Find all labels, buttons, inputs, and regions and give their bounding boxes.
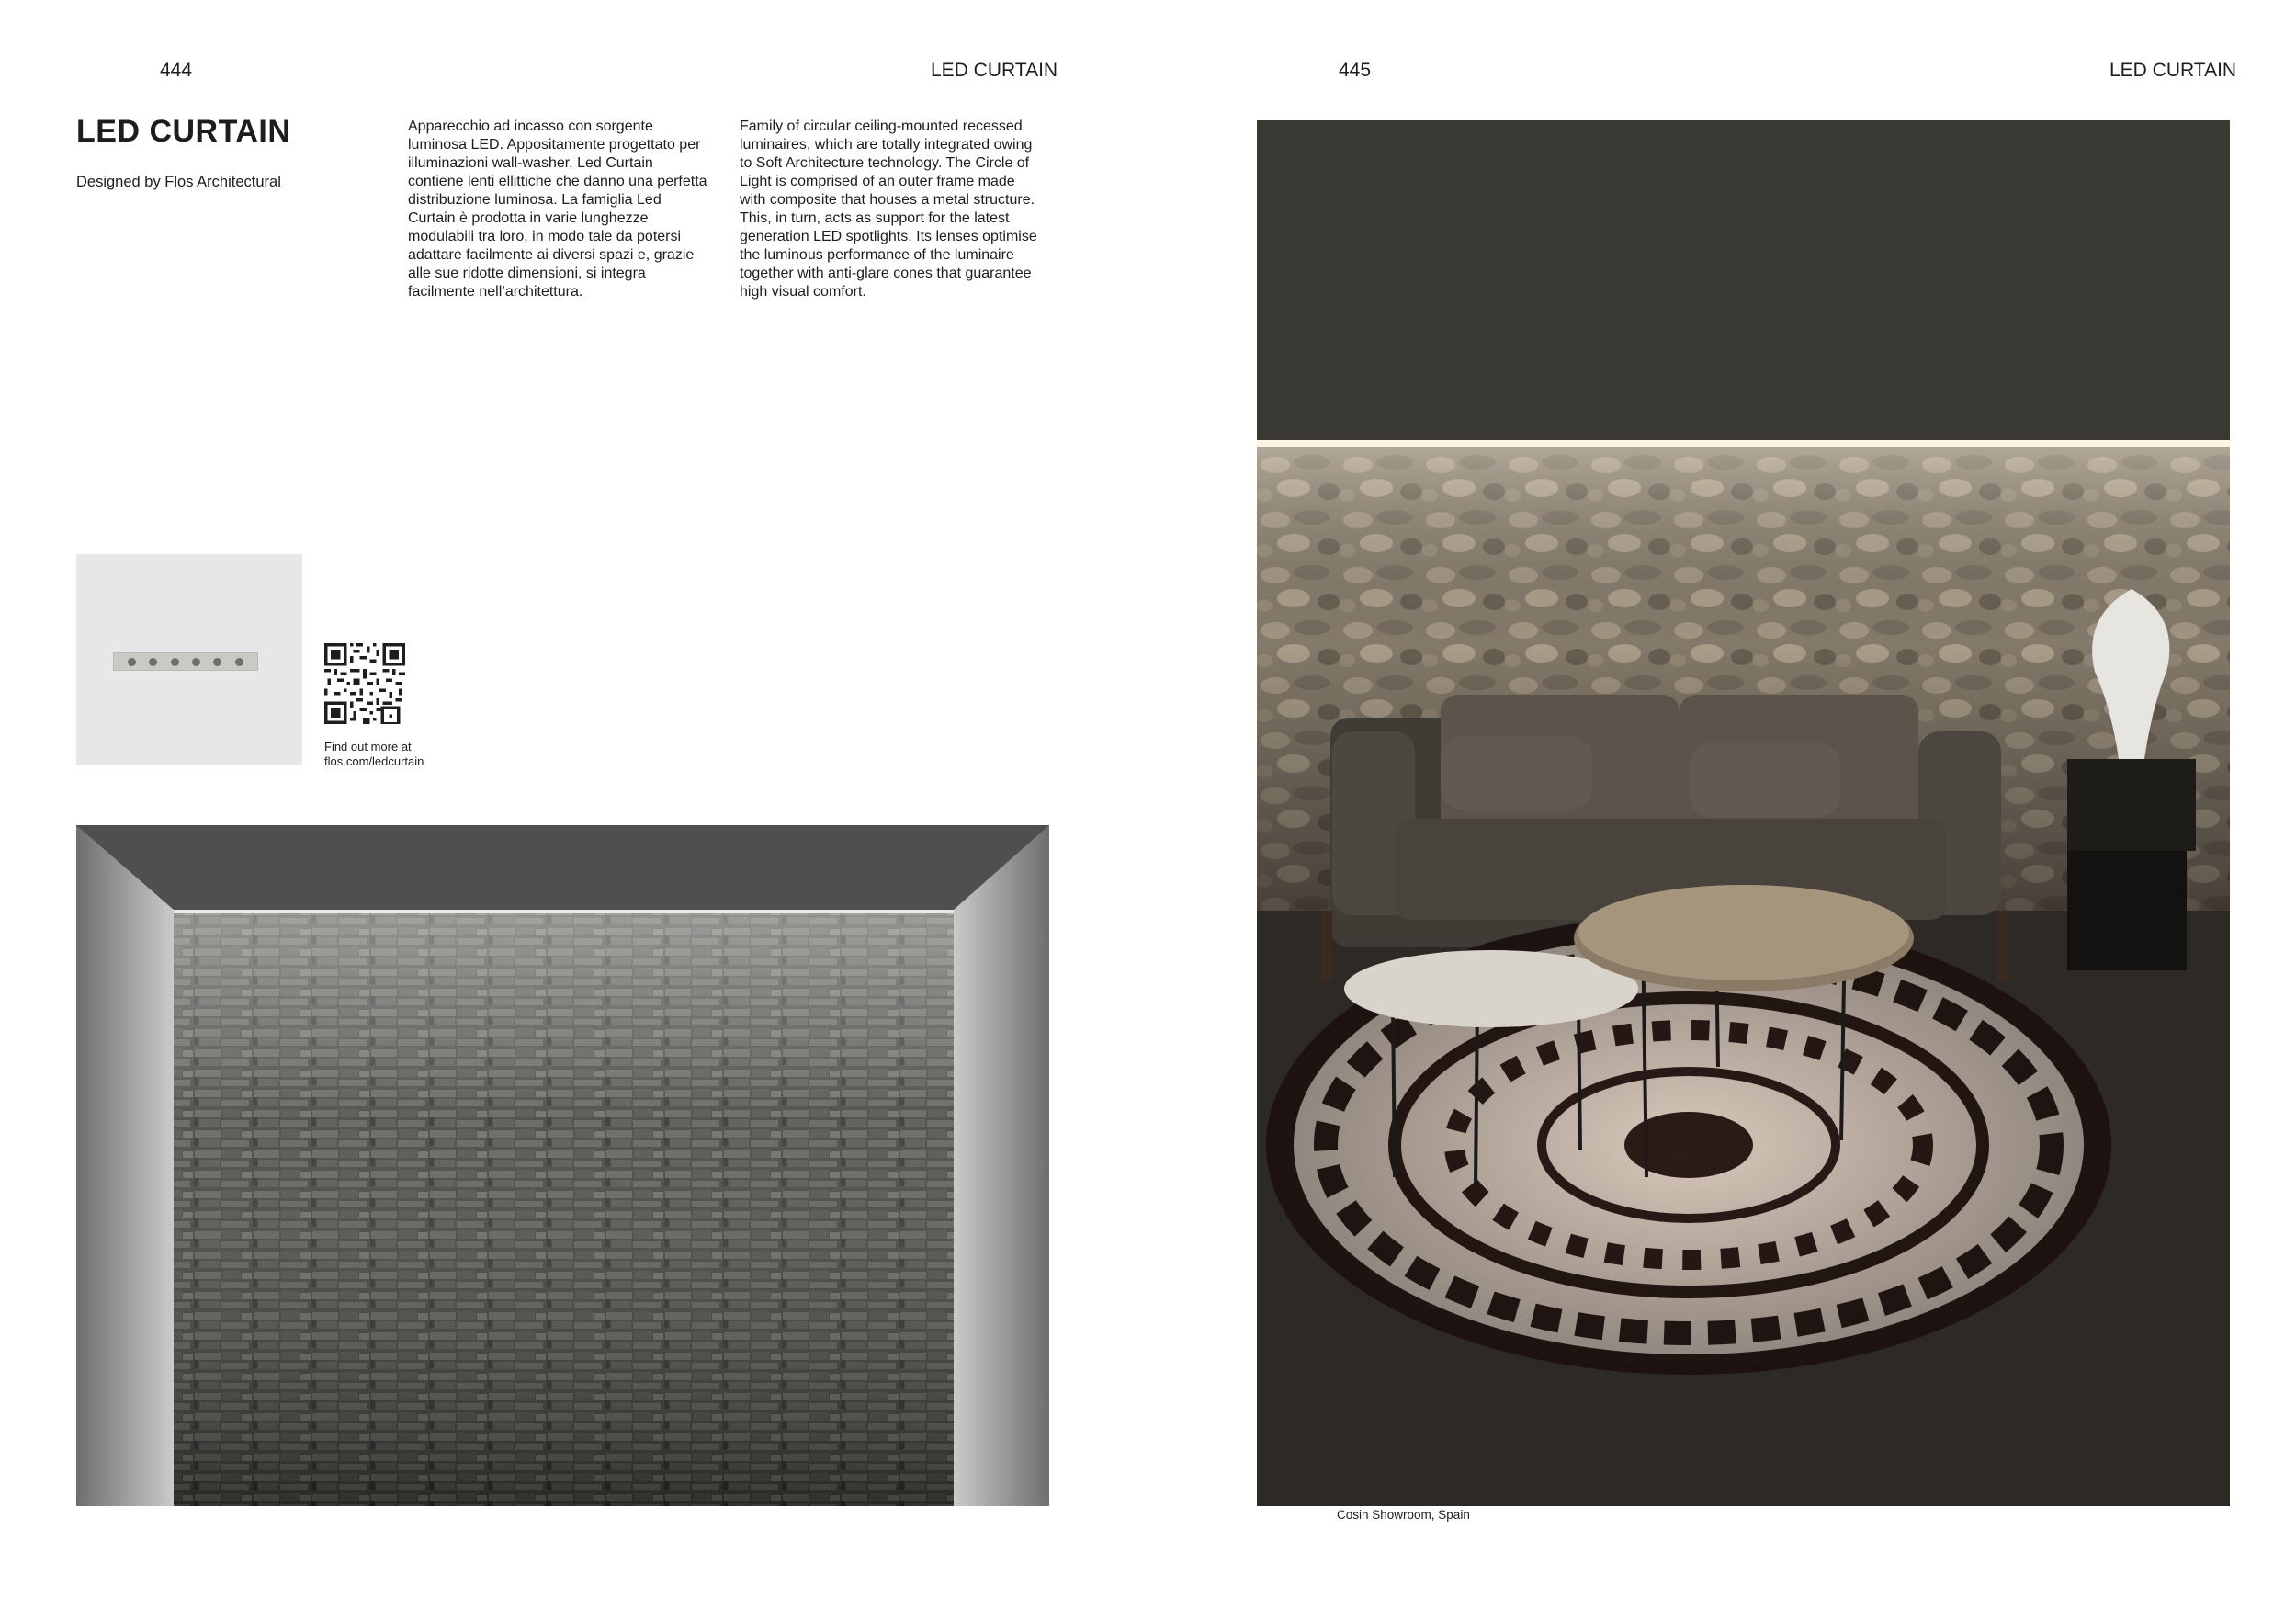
led-spot — [192, 658, 200, 666]
designer-credit: Designed by Flos Architectural — [76, 174, 281, 190]
description-english: Family of circular ceiling-mounted recessed luminaires, which are totally integrated owing to Soft Architecture technology. The Circle of Light is comprised of an outer frame made with composite that houses a metal structure. This, in turn, acts as support for the latest generation LED spotlights. Its lenses optimise the luminous performance of the luminaire together with anti-glare cones that guarantee high visual comfort. — [740, 119, 1037, 300]
qr-caption-line1: Find out more at — [324, 740, 412, 753]
qr-code[interactable] — [324, 643, 405, 724]
led-spot — [128, 658, 136, 666]
qr-caption-link[interactable]: flos.com/ledcurtain — [324, 754, 424, 768]
stone-wall-photo — [76, 825, 1049, 1506]
product-title: LED CURTAIN — [76, 114, 291, 149]
led-spot — [171, 658, 179, 666]
led-spot — [213, 658, 221, 666]
page-number-right: 445 — [1339, 60, 1372, 81]
led-spot — [149, 658, 157, 666]
showroom-photo — [1257, 120, 2230, 1506]
led-spot — [235, 658, 243, 666]
description-italian: Apparecchio ad incasso con sorgente luminosa LED. Appositamente progettato per illuminazioni wall-washer, Led Curtain contiene lenti ellittiche che danno una perfetta distribuzione luminosa. La famiglia Led Curtain è prodotta in varie lunghezze modulabili tra loro, in modo tale da potersi adattare facilmente ai diversi spazi e, grazie alle sue ridotte dimensioni, si integra facilmente nell’architettura. — [408, 119, 707, 300]
product-image — [76, 554, 302, 765]
led-module-bar — [113, 652, 258, 671]
qr-caption — [324, 740, 424, 769]
running-title-left: LED CURTAIN — [931, 60, 1058, 81]
photo-caption: Cosin Showroom, Spain — [1337, 1508, 1470, 1522]
running-title-right: LED CURTAIN — [2109, 60, 2237, 81]
page-number-left: 444 — [160, 60, 193, 81]
